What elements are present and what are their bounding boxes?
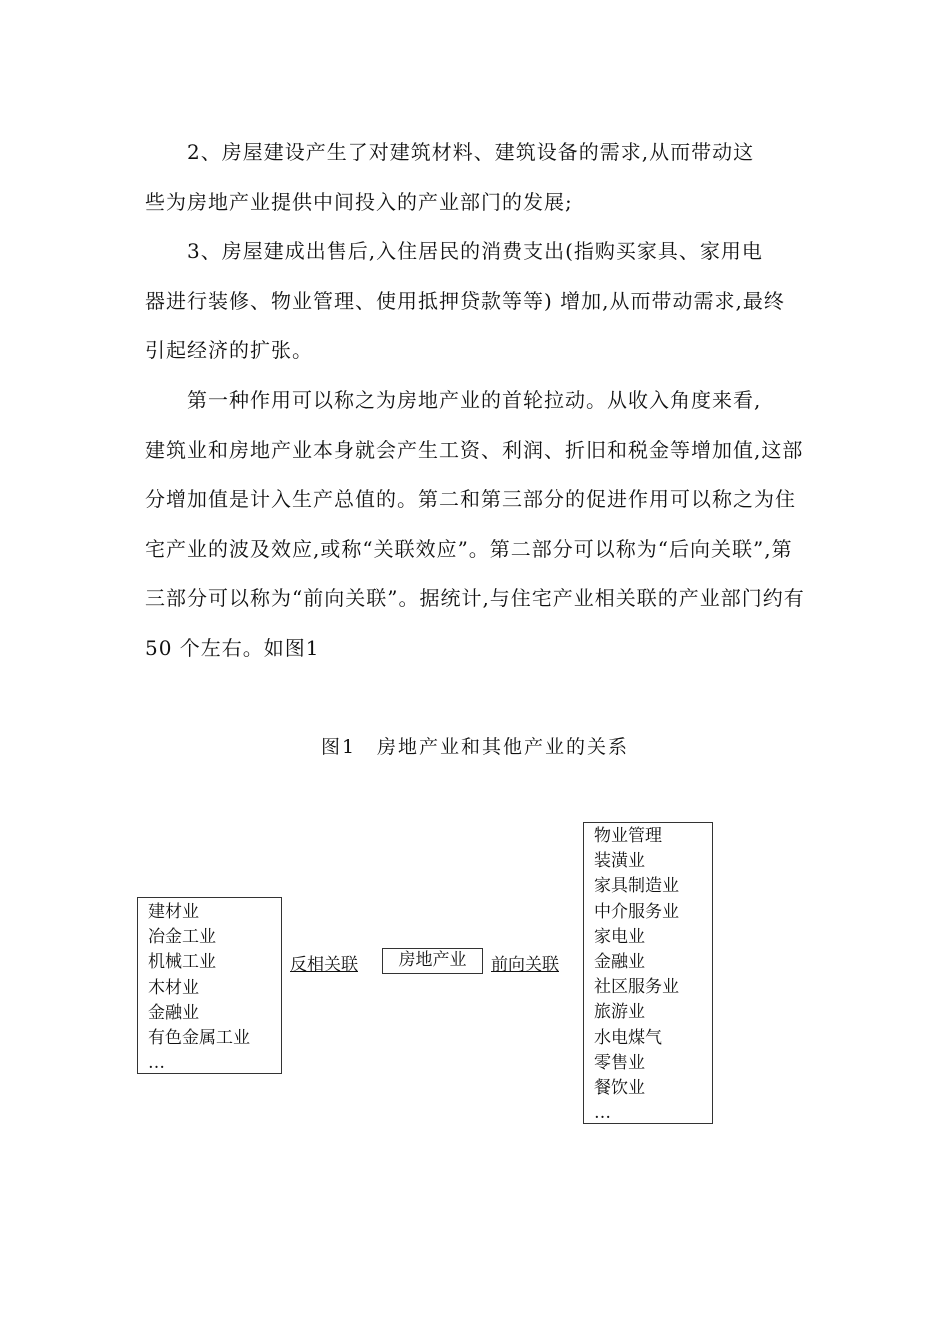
paragraph-2 [145,227,805,376]
right-items-item: 旅游业 [594,1002,645,1023]
left-items-item: … [148,1053,165,1074]
right-items-item: 金融业 [594,952,645,973]
forward-industries-box [583,822,713,1124]
right-items-item: 餐饮业 [594,1078,645,1099]
paragraph-1-rest: 些为房地产业提供中间投入的产业部门的发展; [145,189,573,214]
paragraph-1-line-first: 2、房屋建设产生了对建筑材料、建筑设备的需求,从而带动这 [187,140,755,164]
figure-caption: 图1 房地产业和其他产业的关系 [320,736,630,758]
right-items-item: 社区服务业 [594,977,679,998]
right-items-item: 水电煤气 [594,1027,662,1048]
left-items-item: 建材业 [148,902,199,922]
paragraph-1 [145,128,805,227]
right-items-item: 中介服务业 [594,901,679,922]
backward-linkage-label: 反相关联 [290,955,358,975]
left-items-item: 机械工业 [148,952,216,973]
paragraph-2-rest: 器进行装修、物业管理、使用抵押贷款等等) 增加,从而带动需求,最终引起经济的扩张。 [145,288,785,362]
forward-linkage-label: 前向关联 [491,955,559,975]
left-items-item: 有色金属工业 [148,1028,250,1049]
backward-industries-box [137,897,282,1074]
right-items-item: 家电业 [594,926,645,947]
right-items-item: … [594,1103,611,1124]
right-items-item: 零售业 [594,1052,645,1073]
paragraph-3 [145,376,805,673]
left-items-item: 冶金工业 [148,927,216,948]
right-items-item: 家具制造业 [594,876,679,897]
paragraph-3-line-first: 第一种作用可以称之为房地产业的首轮拉动。从收入角度来看, [187,388,762,412]
paragraph-3-rest: 建筑业和房地产业本身就会产生工资、利润、折旧和税金等增加值,这部分增加值是计入生产总值的。第二和第三部分的促进作用可以称之为住宅产业的波及效应,或称“关联效应”。第二部分可以称为“后向关联”,第三部分可以称为“前向关联”。据统计,与住宅产业相关联的产业部门约有50 个左右。如图1 [145,437,805,660]
left-items-item: 金融业 [148,1002,199,1023]
right-items-item: 物业管理 [594,826,662,846]
paragraph-2-line-first: 3、房屋建成出售后,入住居民的消费支出(指购买家具、家用电 [187,239,763,263]
right-items-item: 装潢业 [594,851,645,872]
left-items-item: 木材业 [148,977,199,998]
real-estate-box: 房地产业 [382,948,483,974]
